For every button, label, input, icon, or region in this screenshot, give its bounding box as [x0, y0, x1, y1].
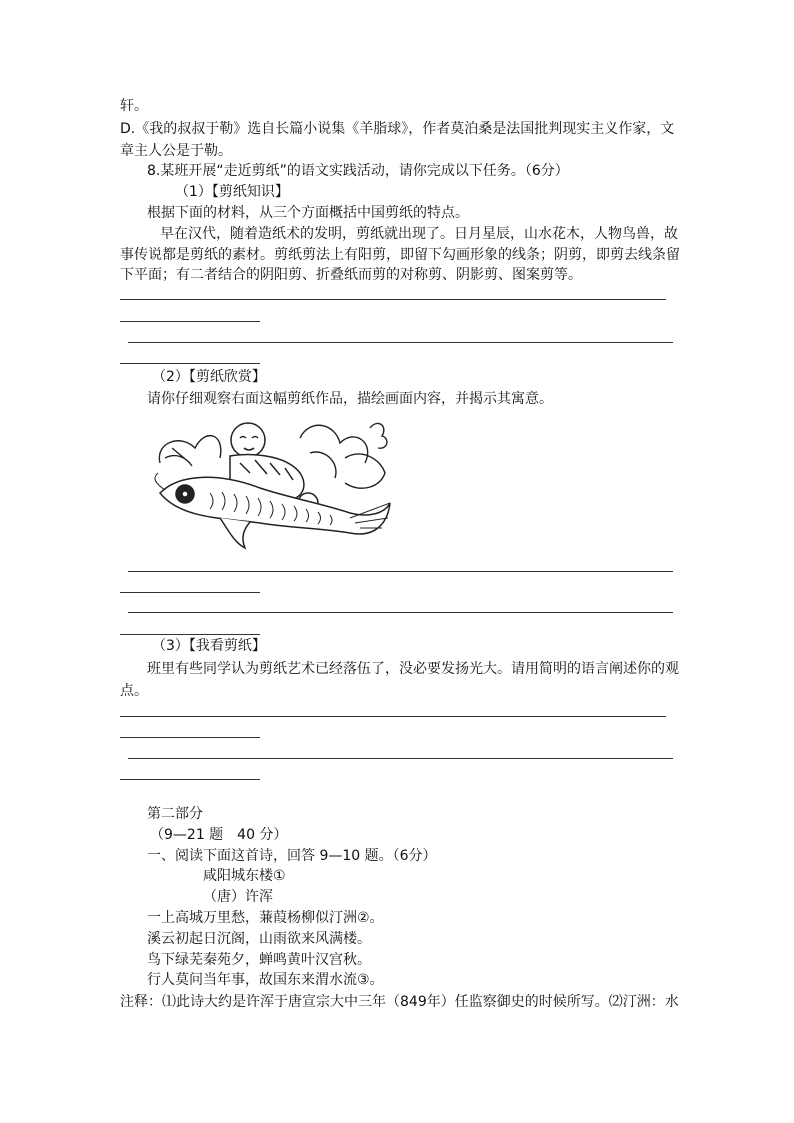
- answer-line[interactable]: [128, 342, 673, 343]
- answer-line[interactable]: [120, 634, 260, 635]
- text-line: 根据下面的材料，从三个方面概括中国剪纸的特点。: [147, 205, 469, 221]
- material-line: 事传说都是剪纸的素材。剪纸剪法上有阳剪，即留下勾画形象的线条；阴剪，即剪去线条留: [120, 247, 680, 263]
- text-line: 轩。: [120, 98, 148, 114]
- subtask-2-heading: （2）【剪纸欣赏】: [152, 369, 266, 385]
- answer-line[interactable]: [120, 321, 260, 322]
- carp-fin: [220, 518, 250, 548]
- answer-line[interactable]: [120, 716, 666, 717]
- answer-line[interactable]: [120, 779, 260, 780]
- poem-title: 咸阳城东楼①: [203, 868, 286, 884]
- text-line: D.《我的叔叔于勒》选自长篇小说集《羊脂球》，作者莫泊桑是法国批判现实主义作家，文: [120, 121, 675, 137]
- poem-line: 一上高城万里愁，蒹葭杨柳似汀洲②。: [147, 910, 384, 926]
- answer-line[interactable]: [120, 363, 260, 364]
- answer-line[interactable]: [128, 758, 673, 759]
- text-line: 章主人公是于勒。: [120, 143, 232, 159]
- answer-line[interactable]: [120, 592, 260, 593]
- answer-line[interactable]: [120, 737, 260, 738]
- part-two-heading: 第二部分: [147, 806, 203, 822]
- section-heading: 一、阅读下面这首诗，回答 9—10 题。（6分）: [147, 848, 437, 864]
- subtask-1-heading: （1）【剪纸知识】: [175, 184, 289, 200]
- subtask-3-heading: （3）【我看剪纸】: [152, 638, 266, 654]
- text-line: 班里有些同学认为剪纸艺术已经落伍了，没必要发扬光大。请用简明的语言阐述你的观: [147, 661, 679, 677]
- text-line: 请你仔细观察右面这幅剪纸作品，描绘画面内容，并揭示其寓意。: [147, 391, 553, 407]
- lotus-leaf-left: [159, 436, 220, 463]
- material-line: 早在汉代，随着造纸术的发明，剪纸就出现了。日月星辰，山水花木，人物鸟兽，故: [160, 226, 678, 242]
- child-head: [231, 423, 265, 457]
- answer-line[interactable]: [128, 612, 673, 613]
- poem-line: 鸟下绿芜秦苑夕，蝉鸣黄叶汉宫秋。: [147, 952, 371, 968]
- material-line: 下平面；有二者结合的阴阳剪、折叠纸而剪的对称剪、阴影剪、图案剪等。: [120, 267, 582, 283]
- poem-line: 溪云初起日沉阁，山雨欲来风满楼。: [147, 931, 371, 947]
- poem-line: 行人莫问当年事，故国东来渭水流③。: [147, 972, 384, 988]
- answer-line[interactable]: [120, 299, 666, 300]
- text-line: 点。: [120, 683, 148, 699]
- poem-notes: 注释：⑴此诗大约是许浑于唐宣宗大中三年（849年）任监察御史的时候所写。⑵汀洲：水: [120, 994, 679, 1010]
- papercut-image: [150, 418, 395, 550]
- question-8-heading: 8.某班开展“走近剪纸”的语文实践活动，请你完成以下任务。（6分）: [147, 163, 569, 179]
- poem-author: （唐）许浑: [203, 889, 273, 905]
- answer-line[interactable]: [128, 571, 673, 572]
- part-two-scope: （9—21 题 40 分）: [150, 827, 288, 843]
